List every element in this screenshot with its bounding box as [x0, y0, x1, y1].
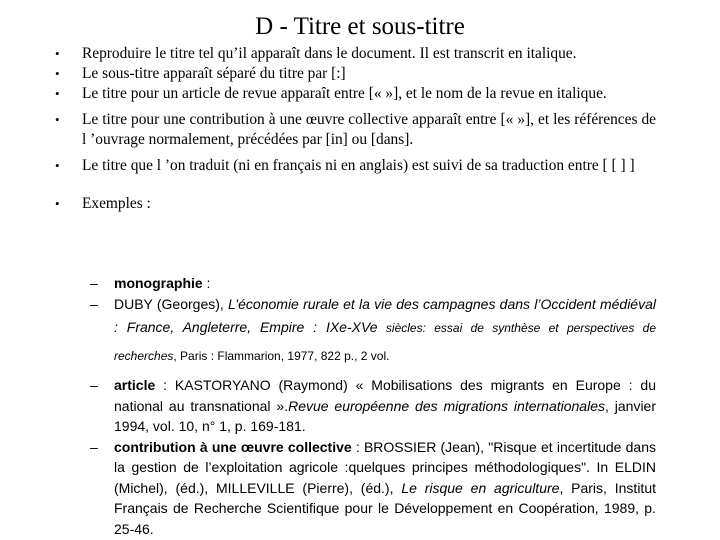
bullet-text: Le titre pour une contribution à une œuvre collective apparaît entre [« »], et les références de l ’ouvrage normalement, précédées par [in] ou [dans].: [82, 111, 656, 148]
article-journal: Revue européenne des migrations internationales: [288, 397, 605, 414]
bullet-dot-icon: •: [55, 86, 60, 101]
monograph-sep: :: [202, 275, 211, 291]
bullet-item: [52, 110, 656, 150]
example-monograph-label: [90, 273, 656, 294]
contribution-label: contribution à une œuvre collective: [114, 438, 352, 455]
dash-marker: –: [90, 438, 98, 455]
bullet-dot-icon: •: [55, 66, 60, 81]
monograph-label: monographie: [114, 275, 203, 291]
examples-list: [28, 273, 656, 539]
contribution-book: Le risque en agriculture: [401, 479, 560, 496]
article-label: article: [114, 377, 156, 393]
monograph-publisher: , Paris : Flammarion, 1977, 822 p.: [173, 349, 355, 363]
bullet-text: Le sous-titre apparaît séparé du titre par [:]: [82, 65, 346, 82]
bullet-list: [52, 44, 656, 214]
example-monograph: [90, 294, 656, 371]
dash-marker: –: [90, 295, 98, 312]
bullet-dot-icon: •: [55, 196, 60, 211]
bullet-dot-icon: •: [55, 46, 60, 61]
contribution-text: : BROSSIER (Jean), "Risque et incertitude dans la gestion de l’exploitation agricole :quelques principes méthodologiques". In ELDIN (Michel), (éd.), MILLEVILLE (Pierre), (éd.),: [114, 438, 657, 496]
bullet-item: [52, 84, 656, 104]
examples-label: Exemples :: [82, 195, 151, 212]
bullet-item: [52, 156, 656, 176]
bullet-text: Le titre pour un article de revue apparaît entre [« »], et le nom de la revue en italique.: [82, 85, 607, 102]
bullet-dot-icon: •: [55, 112, 60, 127]
monograph-author: DUBY (Georges),: [114, 295, 229, 312]
example-contribution: [90, 437, 656, 540]
monograph-title-cont: siècles: essai de synthèse et perspectives de recherches: [114, 321, 656, 363]
contribution-details: , Paris, Institut Français de Recherche Scientifique pour le Développement en Coopération, 1989, p. 25-46.: [114, 479, 657, 537]
bullet-item: [52, 44, 656, 64]
dash-marker: –: [90, 377, 98, 393]
bullet-item: [52, 64, 656, 84]
monograph-volumes: , 2 vol.: [354, 349, 390, 363]
bullet-dot-icon: •: [55, 158, 60, 173]
monograph-title: L’économie rurale et la vie des campagnes dans l’Occident médiéval : France, Angleterre, Empire : IXe-XVe: [114, 295, 656, 335]
example-article: [90, 375, 656, 437]
slide-title: D - Titre et sous-titre: [255, 13, 465, 40]
article-text: : KASTORYANO (Raymond) « Mobilisations des migrants en Europe : du national au transnational ».: [114, 377, 656, 414]
examples-heading: [52, 194, 656, 214]
bullet-text: Reproduire le titre tel qu’il apparaît dans le document. Il est transcrit en italique.: [82, 45, 577, 62]
bullet-text: Le titre que l ’on traduit (ni en français ni en anglais) est suivi de sa traduction entre [ [ ] ]: [82, 157, 635, 174]
dash-marker: –: [90, 275, 98, 291]
article-details: , janvier 1994, vol. 10, n° 1, p. 169-181.: [114, 397, 657, 434]
